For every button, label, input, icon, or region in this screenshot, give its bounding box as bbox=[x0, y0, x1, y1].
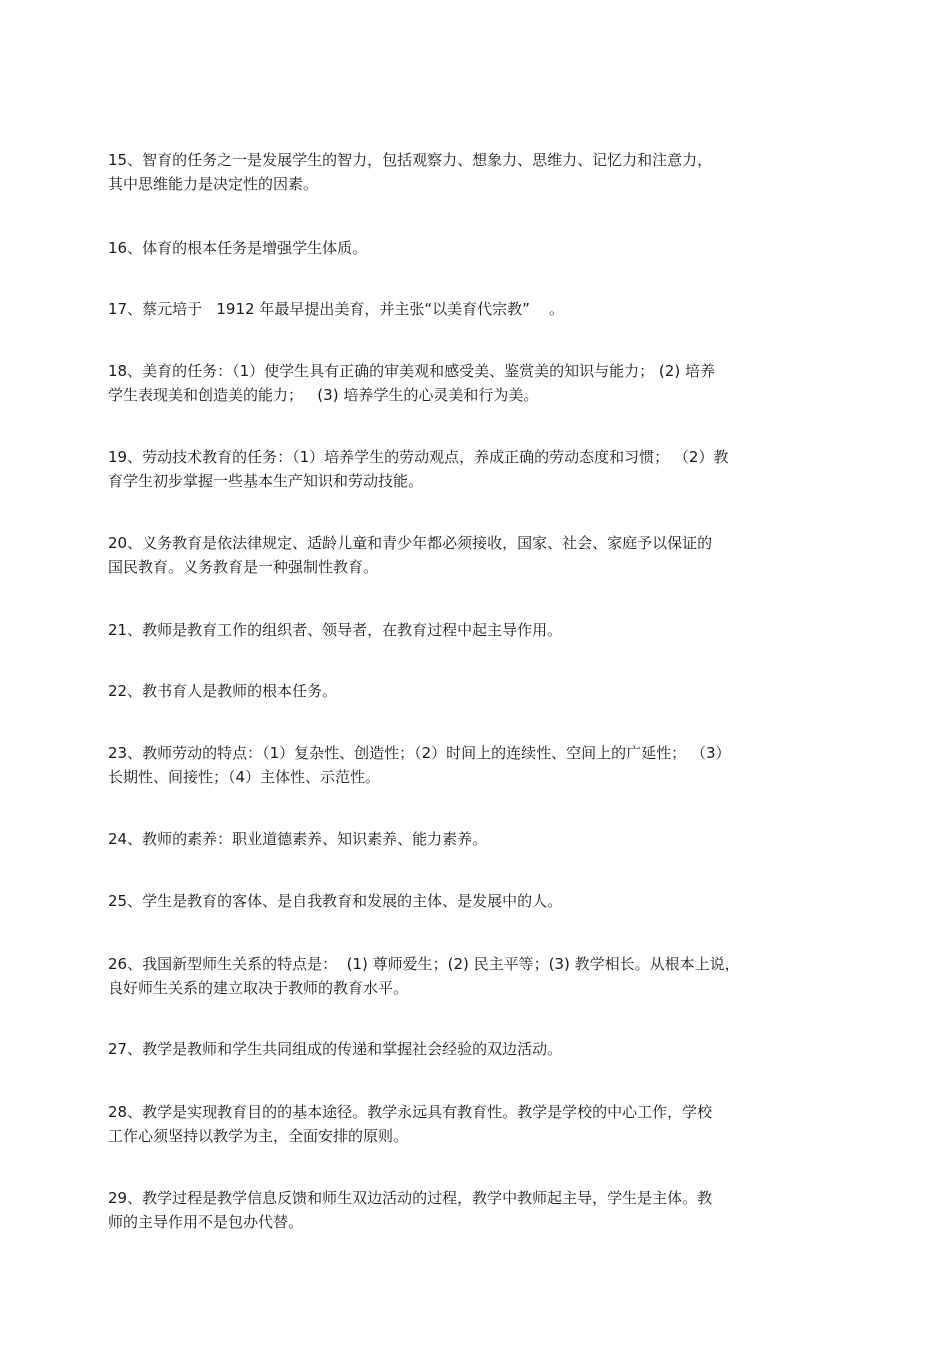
paragraph-line: 工作心须坚持以教学为主，全面安排的原则。 bbox=[108, 1127, 409, 1145]
paragraph-16 bbox=[108, 236, 367, 260]
paragraph-line: 22、教书育人是教师的根本任务。 bbox=[108, 682, 338, 700]
paragraph-line: 其中思维能力是决定性的因素。 bbox=[108, 175, 319, 193]
paragraph-line-end: （2）教 bbox=[673, 448, 729, 466]
paragraph-line-end: （3） bbox=[690, 744, 731, 762]
paragraph-line: 国民教育。义务教育是一种强制性教育。 bbox=[108, 558, 379, 576]
paragraph-line: 16、体育的根本任务是增强学生体质。 bbox=[108, 239, 368, 257]
paragraph-17 bbox=[108, 297, 564, 321]
paragraph-line: 29、教学过程是教学信息反馈和师生双边活动的过程，教学中教师起主导，学生是主体。教 bbox=[108, 1189, 713, 1207]
paragraph-25 bbox=[108, 889, 562, 913]
paragraph-line: 15、智育的任务之一是发展学生的智力，包括观察力、想象力、思维力、记忆力和注意力， bbox=[108, 151, 713, 169]
paragraph-line: 育学生初步掌握一些基本生产知识和劳动技能。 bbox=[108, 472, 424, 490]
paragraph-26 bbox=[108, 952, 740, 1000]
paragraph-line: 17、蔡元培于 1912 年最早提出美育，并主张“以美育代宗教” 。 bbox=[108, 300, 564, 318]
paragraph-line bbox=[108, 445, 845, 469]
paragraph-line: 25、学生是教育的客体、是自我教育和发展的主体、是发展中的人。 bbox=[108, 892, 563, 910]
paragraph-line-start: 18、美育的任务：（1）使学生具有正确的审美观和感受美、鉴赏美的知识与能力； bbox=[108, 362, 655, 380]
paragraph-line: 良好师生关系的建立取决于教师的教育水平。 bbox=[108, 979, 409, 997]
paragraph-line: 27、教学是教师和学生共同组成的传递和掌握社会经验的双边活动。 bbox=[108, 1040, 563, 1058]
paragraph-27 bbox=[108, 1037, 562, 1061]
paragraph-line: 21、教师是教育工作的组织者、领导者，在教育过程中起主导作用。 bbox=[108, 621, 563, 639]
paragraph-22 bbox=[108, 679, 337, 703]
paragraph-line: 24、教师的素养：职业道德素养、知识素养、能力素养。 bbox=[108, 830, 488, 848]
paragraph-24 bbox=[108, 827, 487, 851]
paragraph-20 bbox=[108, 531, 712, 579]
paragraph-line-start: 23、教师劳动的特点：（1）复杂性、创造性；（2）时间上的连续性、空间上的广延性； bbox=[108, 744, 687, 762]
paragraph-23 bbox=[108, 741, 845, 789]
paragraph-line: 20、义务教育是依法律规定、适龄儿童和青少年都必须接收，国家、社会、家庭予以保证的 bbox=[108, 534, 713, 552]
paragraph-line: 28、教学是实现教育目的的基本途径。教学永远具有教育性。教学是学校的中心工作，学校 bbox=[108, 1103, 713, 1121]
paragraph-line-end: (2) 培养 bbox=[658, 362, 715, 380]
paragraph-15 bbox=[108, 148, 712, 196]
paragraph-line: 学生表现美和创造美的能力； (3) 培养学生的心灵美和行为美。 bbox=[108, 386, 539, 404]
paragraph-28 bbox=[108, 1100, 712, 1148]
paragraph-line: 师的主导作用不是包办代替。 bbox=[108, 1213, 304, 1231]
paragraph-21 bbox=[108, 618, 562, 642]
paragraph-line bbox=[108, 359, 845, 383]
paragraph-line: 26、我国新型师生关系的特点是： (1) 尊师爱生；(2) 民主平等；(3) 教学相长。从根本上说， bbox=[108, 955, 740, 973]
paragraph-18 bbox=[108, 359, 845, 407]
paragraph-line-start: 19、劳动技术教育的任务：（1）培养学生的劳动观点，养成正确的劳动态度和习惯； bbox=[108, 448, 670, 466]
paragraph-19 bbox=[108, 445, 845, 493]
paragraph-29 bbox=[108, 1186, 712, 1234]
paragraph-line bbox=[108, 741, 845, 765]
paragraph-line: 长期性、间接性；（4）主体性、示范性。 bbox=[108, 768, 381, 786]
